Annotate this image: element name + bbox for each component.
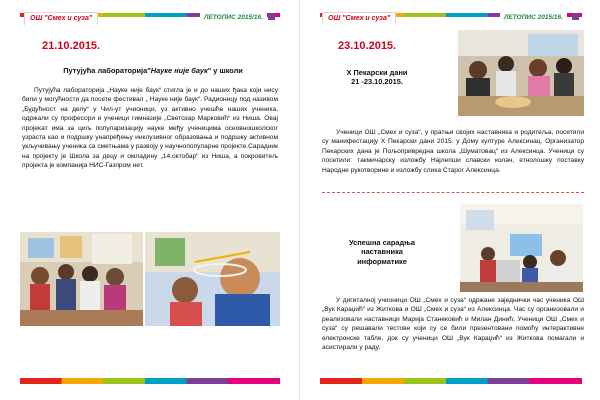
chronicle-label: ЛЕТОПИС 2015/16. (500, 12, 567, 24)
event-title-block (322, 68, 432, 87)
event-dates: 21 -23.10.2015. (351, 77, 403, 87)
school-label: ОШ "Смех и суза" (24, 12, 98, 25)
right-photo-1 (458, 30, 584, 116)
collab-title-line-3: информатике (357, 256, 407, 266)
event-title: X Пекарски дани (346, 68, 408, 77)
header-square (572, 13, 579, 20)
left-article-title (28, 66, 278, 75)
collab-title-line-1: Успешна сарадња (348, 238, 416, 247)
title-suffix: " у школи (207, 66, 243, 75)
collab-title-line-2: наставника (361, 247, 403, 257)
event-body: Ученици ОШ „Смех и суза“, у пратњи својих наставника и родитеља, посетили су манифестацију X Пекарски дани 2015. у Дому културе Алексинац. Организатор Пекарских дана је Пољопривредна школа „Шуматовац“ из Алексинца. Ученици су посетили: такмичарску изложбу Најлепши славски колач, етнолошку поставку Народне рукотворине и изложбу слика Старог Алексинца. (322, 129, 584, 174)
title-italic: Науке није баук (150, 66, 208, 75)
left-header (0, 13, 300, 25)
left-date: 21.10.2015. (42, 40, 101, 52)
left-photo-2 (145, 232, 280, 326)
collab-title-block (322, 238, 442, 266)
section-divider (322, 192, 584, 193)
left-footer-bar (20, 378, 280, 384)
right-photo-2 (460, 204, 583, 292)
collab-body: У дигиталној учионици ОШ „Смех и суза“ одржане заједнички час ученика ОШ „Вук Караџић“ из Житкова и ОШ „Смех и суза“ из Алексинца. Час су организовали и реализовали наставници Марија Станековић и Милан Динић. Ученици ОШ „Смех и суза“ су решавали тестове који су се били презентовани помоћу интерактивне електронске табле, док су ученици ОШ „Вук Караџић“ из Житкова помагали и асистирали у раду. (322, 297, 584, 352)
left-photo-1 (20, 232, 143, 326)
chronicle-label: ЛЕТОПИС 2015/16. (200, 12, 267, 24)
right-footer-bar (320, 378, 582, 384)
right-date: 23.10.2015. (338, 40, 397, 52)
left-article-body: Путујућа лабораторија „Науке није баук“ стигла је и до наших ђака који нису били у могућности да посете фестивал „ Науке није баук“. Радионицу под називом „Будућност на делу“ у Чил-ут учионици, уз активно учешће наших ученика, одржали су професори и ученици гимназије „Светозар Марковић“ из Ниша. Овај пројекат има за циљ популаризацију науке међу ученицима основношколског узраста као и подршку унапређењу инклузивног образовања и подршку активном укључивању ученика са сметњама у развоју у научнопопуларне пројекте.Сарадник на пројекту је Школа за децу и омладину „14.октобар“ из Ниша, а покровитељ пројекта је компанија НИС-Газпром нет. (22, 87, 278, 170)
right-header (300, 13, 600, 25)
title-prefix: Путујућа лабораторија" (63, 66, 151, 75)
header-square (268, 13, 275, 20)
right-page (300, 0, 600, 400)
school-label: ОШ "Смех и суза" (322, 12, 396, 25)
